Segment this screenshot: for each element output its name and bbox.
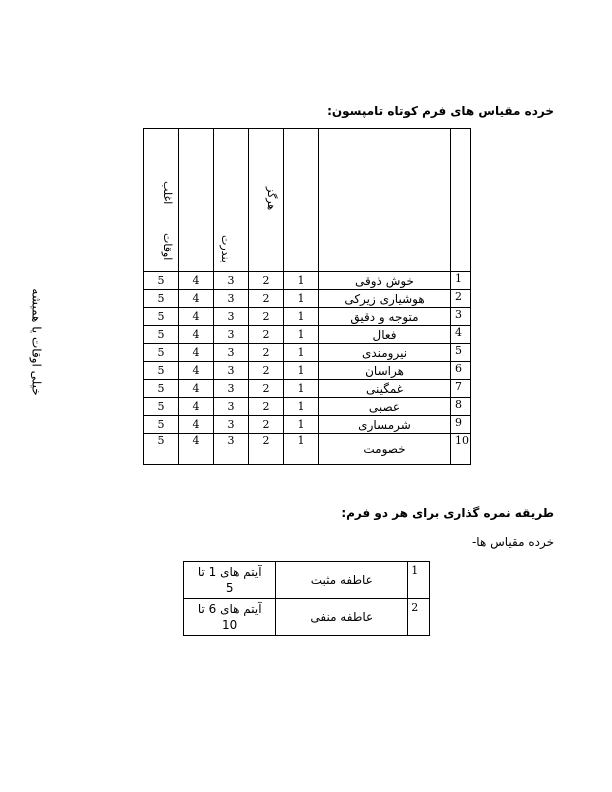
table-row [144,434,471,465]
table-row [144,308,471,326]
table-header-row [144,129,471,272]
cell-item-number: 4 [451,326,471,344]
cell-score-5: 5 [144,434,179,465]
cell-score-2: 2 [249,398,284,416]
cell-item-label: خصومت [319,434,451,465]
cell-score-4: 4 [179,326,214,344]
cell-item-number: 2 [451,290,471,308]
cell-item-number: 7 [451,380,471,398]
table-row [144,398,471,416]
cell-score-2: 2 [249,344,284,362]
cell-score-3: 3 [214,290,249,308]
cell-score-3: 3 [214,362,249,380]
cell-score-3: 3 [214,308,249,326]
header-col4 [179,129,214,272]
cell-score-3: 3 [214,344,249,362]
cell-row-number: 2 [408,599,430,636]
cell-item-number: 6 [451,362,471,380]
header-never-label: هرگز [265,187,278,211]
cell-item-label: خوش ذوقی [319,272,451,290]
cell-item-number: 9 [451,416,471,434]
table-row [184,562,430,599]
cell-item-label: متوجه و دقیق [319,308,451,326]
cell-score-1: 1 [284,398,319,416]
cell-score-5: 5 [144,380,179,398]
cell-score-2: 2 [249,290,284,308]
range-end: 10 [222,618,238,632]
header-often-lower: اوقات [161,233,174,261]
cell-item-range [184,599,276,636]
header-rarely [214,129,249,272]
range-text: آیتم های 6 تا [197,602,262,616]
section-title-scoring: طریقه نمره گذاری برای هر دو فرم: [341,506,554,520]
cell-score-2: 2 [249,272,284,290]
cell-score-5: 5 [144,290,179,308]
cell-score-5: 5 [144,362,179,380]
cell-score-4: 4 [179,344,214,362]
cell-item-label: شرمساری [319,416,451,434]
cell-score-4: 4 [179,398,214,416]
scoring-summary-table [183,561,430,636]
cell-score-4: 4 [179,290,214,308]
cell-item-label: فعال [319,326,451,344]
cell-score-1: 1 [284,308,319,326]
cell-affect-label: عاطفه منفی [276,599,408,636]
table-row [144,272,471,290]
header-rarely-label: بندرت [219,235,232,263]
cell-score-3: 3 [214,416,249,434]
cell-score-2: 2 [249,362,284,380]
side-note-always: خیلی اوقات یا همیشه [29,288,44,396]
cell-score-2: 2 [249,308,284,326]
range-end: 5 [225,581,234,595]
cell-score-1: 1 [284,326,319,344]
table-row [184,599,430,636]
table-row [144,344,471,362]
cell-score-3: 3 [214,398,249,416]
cell-score-1: 1 [284,434,319,465]
header-number-column [451,129,471,272]
cell-score-1: 1 [284,290,319,308]
cell-item-number: 5 [451,344,471,362]
cell-score-1: 1 [284,272,319,290]
section-title-subscales: خرده مقیاس های فرم کوتاه تامپسون: [327,104,554,118]
cell-score-2: 2 [249,416,284,434]
cell-affect-label: عاطفه مثبت [276,562,408,599]
range-text: آیتم های 1 تا [197,565,262,579]
cell-item-number: 1 [451,272,471,290]
cell-item-label: غمگینی [319,380,451,398]
cell-score-5: 5 [144,416,179,434]
cell-score-2: 2 [249,326,284,344]
header-often [144,129,179,272]
cell-score-1: 1 [284,380,319,398]
cell-item-label: هوشیاری زیرکی [319,290,451,308]
cell-score-2: 2 [249,434,284,465]
cell-score-4: 4 [179,308,214,326]
cell-item-number: 10 [451,434,471,465]
table-row [144,326,471,344]
subscales-label: خرده مقیاس ها- [471,535,554,549]
cell-score-4: 4 [179,362,214,380]
thompson-short-form-table [143,128,471,465]
table-row [144,416,471,434]
cell-score-1: 1 [284,362,319,380]
cell-score-5: 5 [144,308,179,326]
cell-item-label: عصبی [319,398,451,416]
cell-item-number: 8 [451,398,471,416]
cell-score-3: 3 [214,326,249,344]
cell-score-4: 4 [179,416,214,434]
cell-score-4: 4 [179,380,214,398]
cell-score-3: 3 [214,272,249,290]
cell-score-2: 2 [249,380,284,398]
cell-row-number: 1 [408,562,430,599]
table-row [144,380,471,398]
cell-score-5: 5 [144,272,179,290]
header-often-upper: اغلب [161,181,174,205]
table-row [144,290,471,308]
cell-score-3: 3 [214,434,249,465]
header-item-column [319,129,451,272]
cell-item-range [184,562,276,599]
cell-score-5: 5 [144,326,179,344]
cell-score-4: 4 [179,272,214,290]
cell-item-label: هراسان [319,362,451,380]
cell-score-4: 4 [179,434,214,465]
cell-score-5: 5 [144,344,179,362]
cell-item-number: 3 [451,308,471,326]
table-row [144,362,471,380]
cell-score-3: 3 [214,380,249,398]
cell-score-1: 1 [284,416,319,434]
cell-score-5: 5 [144,398,179,416]
header-never [265,129,319,272]
cell-item-label: نیرومندی [319,344,451,362]
cell-score-1: 1 [284,344,319,362]
